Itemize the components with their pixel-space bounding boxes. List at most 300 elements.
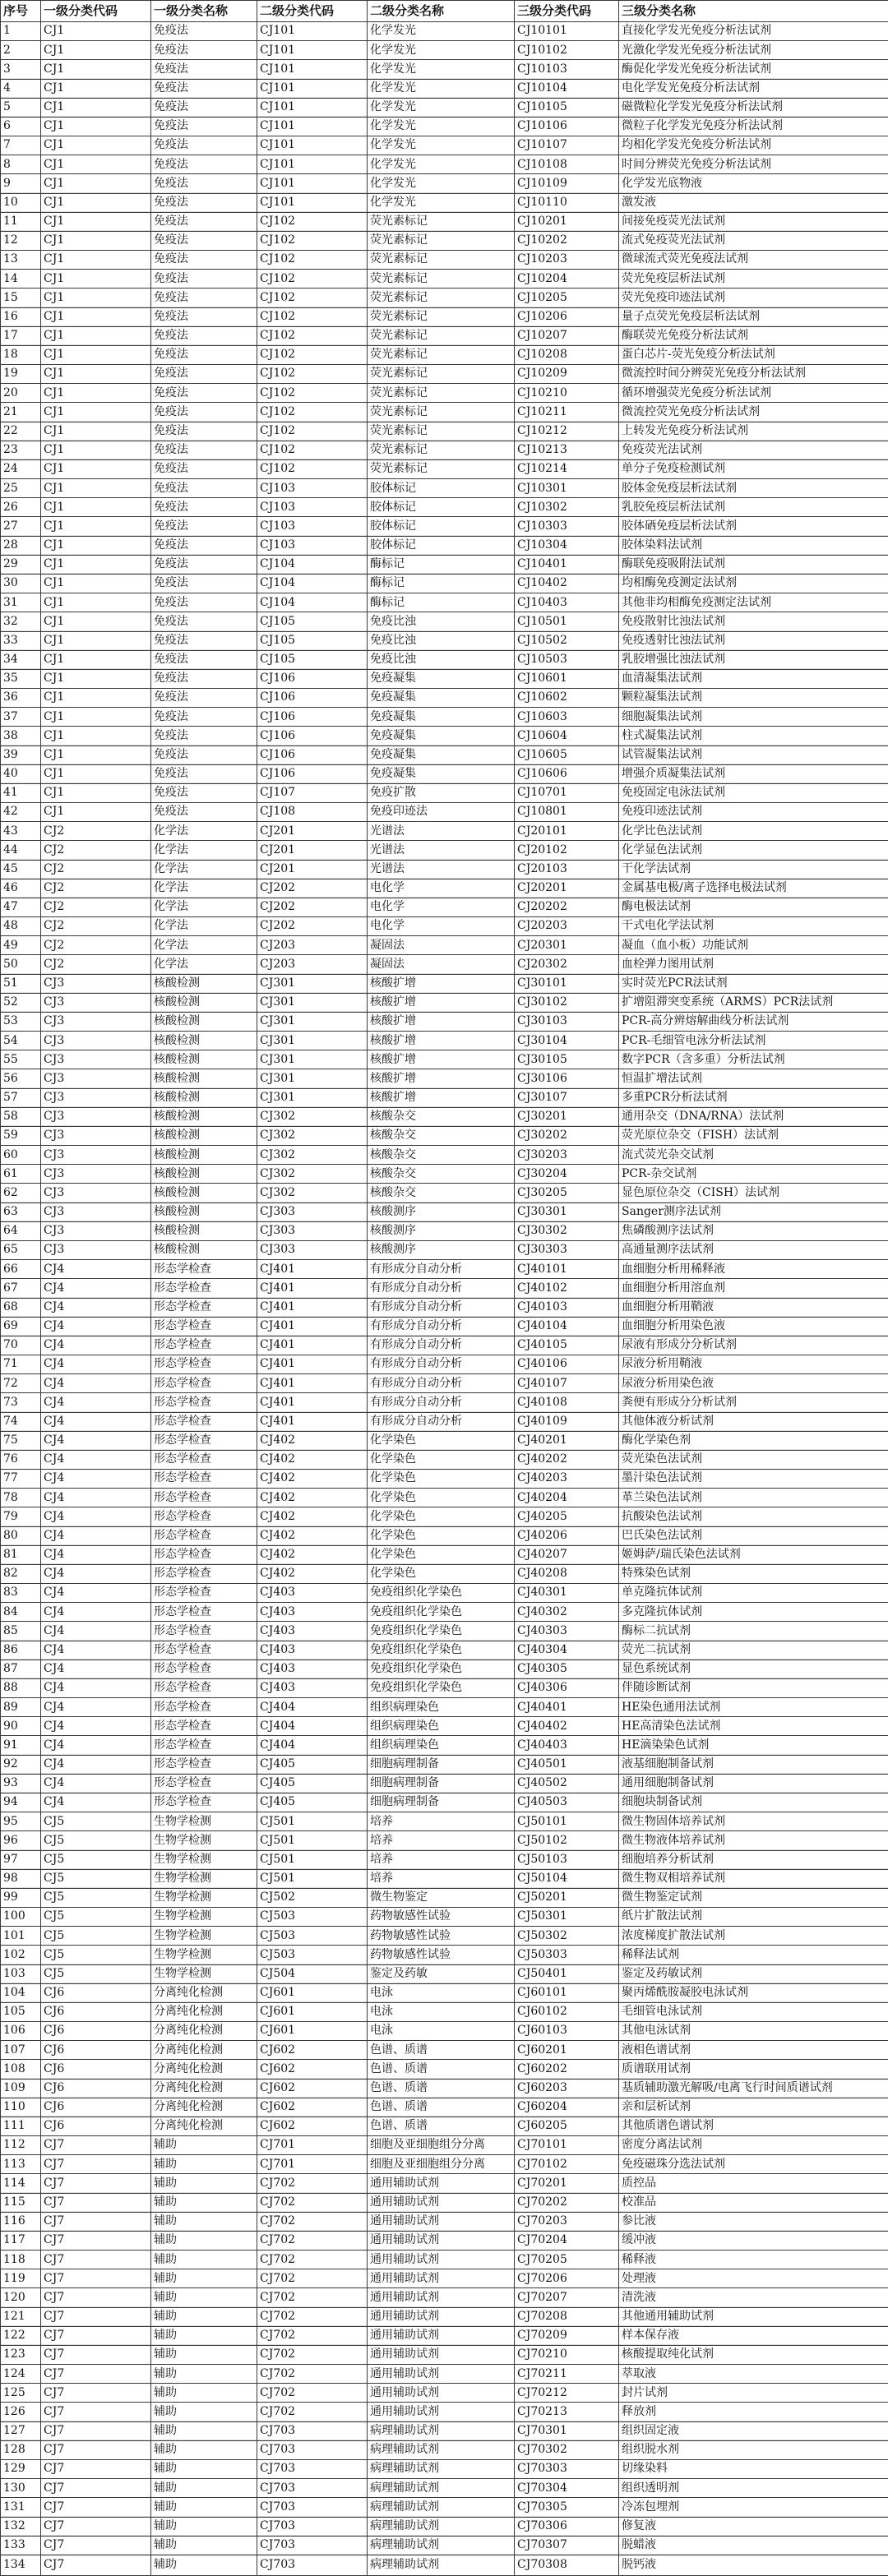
cell-l2-code: CJ501 — [257, 1850, 368, 1869]
column-header-l3-code: 三级分类代码 — [515, 1, 619, 22]
cell-l2-code: CJ703 — [257, 2479, 368, 2498]
cell-seq: 132 — [1, 2517, 41, 2536]
cell-l2-code: CJ203 — [257, 955, 368, 974]
cell-l1-code: CJ5 — [41, 1927, 151, 1946]
cell-seq: 4 — [1, 79, 41, 98]
cell-l2-name: 通用辅助试剂 — [368, 2365, 515, 2384]
cell-l1-code: CJ1 — [41, 251, 151, 270]
table-row — [1, 136, 888, 155]
cell-l2-name: 化学发光 — [368, 117, 515, 136]
cell-l2-code: CJ503 — [257, 1908, 368, 1927]
cell-l1-name: 免疫法 — [151, 98, 257, 117]
cell-l1-name: 核酸检测 — [151, 1203, 257, 1221]
cell-l2-name: 有形成分自动分析 — [368, 1317, 515, 1336]
table-row — [1, 1545, 888, 1564]
cell-l3-code: CJ10403 — [515, 593, 619, 612]
cell-l3-code: CJ10101 — [515, 22, 619, 41]
cell-l3-name: 直接化学发光免疫分析法试剂 — [619, 22, 888, 41]
cell-l1-code: CJ2 — [41, 955, 151, 974]
cell-l3-code: CJ40101 — [515, 1260, 619, 1279]
cell-l3-name: 微生物鉴定试剂 — [619, 1888, 888, 1907]
cell-l1-name: 生物学检测 — [151, 1888, 257, 1907]
table-row — [1, 326, 888, 345]
cell-l2-code: CJ301 — [257, 993, 368, 1012]
cell-l3-name: 其他非均相酶免疫测定法试剂 — [619, 593, 888, 612]
cell-l1-code: CJ3 — [41, 1184, 151, 1203]
cell-l3-code: CJ60102 — [515, 2002, 619, 2021]
table-row — [1, 2555, 888, 2575]
cell-l2-code: CJ401 — [257, 1393, 368, 1412]
table-row — [1, 1793, 888, 1812]
cell-l3-code: CJ50103 — [515, 1850, 619, 1869]
cell-l3-name: 密度分离法试剂 — [619, 2136, 888, 2155]
cell-l1-name: 形态学检查 — [151, 1507, 257, 1526]
cell-l1-code: CJ4 — [41, 1374, 151, 1393]
cell-l3-code: CJ30303 — [515, 1241, 619, 1260]
table-row — [1, 2193, 888, 2212]
cell-l1-code: CJ1 — [41, 289, 151, 307]
cell-seq: 25 — [1, 479, 41, 498]
table-row — [1, 155, 888, 174]
table-row — [1, 1869, 888, 1888]
cell-l1-code: CJ5 — [41, 1831, 151, 1850]
cell-l3-code: CJ40503 — [515, 1793, 619, 1812]
cell-l2-code: CJ102 — [257, 459, 368, 478]
cell-l3-code: CJ10205 — [515, 289, 619, 307]
cell-l3-code: CJ50101 — [515, 1812, 619, 1831]
cell-l1-code: CJ4 — [41, 1564, 151, 1583]
cell-l1-name: 形态学检查 — [151, 1489, 257, 1507]
cell-l2-name: 光谱法 — [368, 860, 515, 879]
cell-l1-name: 免疫法 — [151, 536, 257, 555]
cell-seq: 2 — [1, 41, 41, 60]
cell-l1-code: CJ4 — [41, 1317, 151, 1336]
cell-l2-code: CJ301 — [257, 1069, 368, 1088]
cell-l3-name: 荧光染色法试剂 — [619, 1450, 888, 1469]
cell-seq: 119 — [1, 2269, 41, 2288]
cell-l1-code: CJ4 — [41, 1603, 151, 1622]
cell-l3-code: CJ30102 — [515, 993, 619, 1012]
cell-l1-name: 辅助 — [151, 2440, 257, 2459]
cell-l3-name: 其他质谱色谱试剂 — [619, 2117, 888, 2135]
cell-l3-code: CJ40304 — [515, 1641, 619, 1660]
cell-l3-code: CJ40306 — [515, 1678, 619, 1697]
table-row — [1, 2536, 888, 2555]
cell-l1-code: CJ4 — [41, 1678, 151, 1697]
cell-l1-name: 辅助 — [151, 2212, 257, 2231]
table-row — [1, 1431, 888, 1450]
cell-l1-name: 化学法 — [151, 955, 257, 974]
cell-l3-name: 校准品 — [619, 2193, 888, 2212]
cell-l3-name: 化学显色法试剂 — [619, 841, 888, 860]
cell-l1-code: CJ2 — [41, 917, 151, 936]
cell-seq: 129 — [1, 2460, 41, 2479]
table-row — [1, 2421, 888, 2440]
cell-l1-code: CJ3 — [41, 993, 151, 1012]
cell-l3-name: 参比液 — [619, 2212, 888, 2231]
cell-l2-code: CJ106 — [257, 764, 368, 783]
cell-l1-code: CJ4 — [41, 1526, 151, 1545]
cell-l2-code: CJ602 — [257, 2060, 368, 2079]
cell-l1-code: CJ4 — [41, 1774, 151, 1793]
table-row — [1, 1107, 888, 1126]
cell-l2-name: 核酸扩增 — [368, 1050, 515, 1069]
cell-l2-name: 核酸杂交 — [368, 1146, 515, 1165]
cell-l1-code: CJ1 — [41, 441, 151, 459]
cell-l1-code: CJ1 — [41, 631, 151, 650]
cell-l2-code: CJ402 — [257, 1450, 368, 1469]
cell-seq: 114 — [1, 2174, 41, 2193]
cell-l3-name: 微流控荧光免疫分析法试剂 — [619, 403, 888, 422]
cell-l3-code: CJ40204 — [515, 1489, 619, 1507]
cell-l2-code: CJ101 — [257, 60, 368, 79]
cell-l3-code: CJ10212 — [515, 422, 619, 441]
cell-l2-name: 核酸杂交 — [368, 1107, 515, 1126]
cell-l2-name: 组织病理染色 — [368, 1717, 515, 1736]
cell-l3-name: 伴随诊断试剂 — [619, 1678, 888, 1697]
table-row — [1, 631, 888, 650]
cell-l3-name: 显色原位杂交（CISH）法试剂 — [619, 1184, 888, 1203]
cell-l1-name: 生物学检测 — [151, 1850, 257, 1869]
cell-l1-code: CJ6 — [41, 1983, 151, 2002]
cell-l1-code: CJ4 — [41, 1260, 151, 1279]
cell-seq: 54 — [1, 1032, 41, 1050]
cell-l3-name: 单克隆抗体试剂 — [619, 1584, 888, 1603]
cell-l1-name: 生物学检测 — [151, 1869, 257, 1888]
table-row — [1, 1660, 888, 1678]
cell-l1-name: 免疫法 — [151, 251, 257, 270]
cell-l3-code: CJ30103 — [515, 1012, 619, 1031]
cell-l2-name: 电泳 — [368, 1983, 515, 2002]
cell-l1-code: CJ2 — [41, 898, 151, 916]
cell-l3-code: CJ60201 — [515, 2041, 619, 2060]
cell-l2-name: 胶体标记 — [368, 536, 515, 555]
cell-l2-code: CJ702 — [257, 2251, 368, 2269]
cell-seq: 88 — [1, 1678, 41, 1697]
cell-l3-code: CJ30202 — [515, 1126, 619, 1145]
cell-seq: 57 — [1, 1088, 41, 1107]
cell-l1-name: 形态学检查 — [151, 1603, 257, 1622]
cell-l3-code: CJ70304 — [515, 2479, 619, 2498]
cell-l3-code: CJ40402 — [515, 1717, 619, 1736]
cell-l2-name: 化学发光 — [368, 174, 515, 193]
cell-l3-name: 酶促化学发光免疫分析法试剂 — [619, 60, 888, 79]
table-row — [1, 1069, 888, 1088]
cell-l2-code: CJ402 — [257, 1431, 368, 1450]
table-row — [1, 517, 888, 536]
cell-seq: 43 — [1, 822, 41, 841]
cell-l3-name: 流式免疫荧光法试剂 — [619, 231, 888, 250]
cell-seq: 18 — [1, 345, 41, 364]
cell-seq: 6 — [1, 117, 41, 136]
cell-l3-name: 缓冲液 — [619, 2231, 888, 2250]
cell-l1-name: 生物学检测 — [151, 1908, 257, 1927]
cell-l1-code: CJ4 — [41, 1584, 151, 1603]
table-row — [1, 822, 888, 841]
cell-l3-name: 免疫磁珠分选法试剂 — [619, 2155, 888, 2174]
table-row — [1, 1927, 888, 1946]
cell-l2-code: CJ402 — [257, 1564, 368, 1583]
cell-l1-code: CJ7 — [41, 2384, 151, 2403]
cell-seq: 62 — [1, 1184, 41, 1203]
cell-l3-name: 免疫散射比浊法试剂 — [619, 612, 888, 631]
cell-l1-code: CJ1 — [41, 689, 151, 708]
cell-l1-name: 形态学检查 — [151, 1412, 257, 1431]
cell-l2-name: 电化学 — [368, 898, 515, 916]
cell-l1-name: 辅助 — [151, 2498, 257, 2517]
cell-l3-name: 多克隆抗体试剂 — [619, 1603, 888, 1622]
cell-l1-code: CJ7 — [41, 2421, 151, 2440]
cell-l3-name: 姬姆萨/瑞氏染色法试剂 — [619, 1545, 888, 1564]
cell-l3-name: 免疫透射比浊法试剂 — [619, 631, 888, 650]
cell-l3-code: CJ70307 — [515, 2536, 619, 2555]
table-row — [1, 1184, 888, 1203]
cell-l1-code: CJ7 — [41, 2251, 151, 2269]
cell-seq: 67 — [1, 1279, 41, 1298]
cell-l3-code: CJ30203 — [515, 1146, 619, 1165]
cell-l2-code: CJ702 — [257, 2384, 368, 2403]
cell-seq: 130 — [1, 2479, 41, 2498]
cell-l2-name: 免疫比浊 — [368, 631, 515, 650]
cell-seq: 104 — [1, 1983, 41, 2002]
cell-seq: 33 — [1, 631, 41, 650]
cell-l1-name: 辅助 — [151, 2136, 257, 2155]
cell-l1-code: CJ4 — [41, 1355, 151, 1374]
cell-l2-name: 免疫组织化学染色 — [368, 1660, 515, 1678]
cell-seq: 53 — [1, 1012, 41, 1031]
cell-l1-name: 生物学检测 — [151, 1831, 257, 1850]
cell-seq: 111 — [1, 2117, 41, 2135]
cell-l3-code: CJ10214 — [515, 459, 619, 478]
cell-l3-code: CJ40301 — [515, 1584, 619, 1603]
cell-l2-code: CJ601 — [257, 2022, 368, 2041]
cell-l1-name: 辅助 — [151, 2345, 257, 2364]
cell-l1-code: CJ4 — [41, 1736, 151, 1755]
cell-l2-code: CJ102 — [257, 384, 368, 403]
cell-l3-name: 组织透明剂 — [619, 2479, 888, 2498]
cell-l2-code: CJ403 — [257, 1603, 368, 1622]
cell-l1-name: 免疫法 — [151, 746, 257, 764]
cell-l1-name: 化学法 — [151, 898, 257, 916]
cell-seq: 122 — [1, 2326, 41, 2345]
cell-l2-name: 化学发光 — [368, 60, 515, 79]
cell-seq: 99 — [1, 1888, 41, 1907]
cell-l2-code: CJ702 — [257, 2326, 368, 2345]
cell-l1-code: CJ1 — [41, 79, 151, 98]
cell-l1-name: 核酸检测 — [151, 1221, 257, 1240]
column-header-l2-code: 二级分类代码 — [257, 1, 368, 22]
cell-l2-code: CJ202 — [257, 898, 368, 916]
cell-l3-code: CJ10102 — [515, 41, 619, 60]
cell-l1-name: 免疫法 — [151, 669, 257, 688]
cell-l1-code: CJ5 — [41, 1850, 151, 1869]
table-row — [1, 2345, 888, 2364]
cell-seq: 86 — [1, 1641, 41, 1660]
cell-l3-code: CJ30301 — [515, 1203, 619, 1221]
cell-l3-name: 毛细管电泳试剂 — [619, 2002, 888, 2021]
table-row — [1, 345, 888, 364]
cell-l2-name: 免疫凝集 — [368, 708, 515, 727]
cell-l2-code: CJ402 — [257, 1470, 368, 1489]
cell-l1-code: CJ1 — [41, 422, 151, 441]
cell-seq: 98 — [1, 1869, 41, 1888]
cell-l3-name: 液基细胞制备试剂 — [619, 1755, 888, 1774]
table-row — [1, 422, 888, 441]
table-row — [1, 1603, 888, 1622]
cell-l2-name: 组织病理染色 — [368, 1698, 515, 1717]
table-row — [1, 764, 888, 783]
cell-l2-code: CJ402 — [257, 1545, 368, 1564]
cell-l1-name: 免疫法 — [151, 498, 257, 517]
cell-l3-name: 革兰染色法试剂 — [619, 1489, 888, 1507]
table-header — [1, 1, 888, 22]
cell-l2-name: 药物敏感性试验 — [368, 1908, 515, 1927]
cell-seq: 32 — [1, 612, 41, 631]
table-row — [1, 1908, 888, 1927]
cell-seq: 45 — [1, 860, 41, 879]
table-row — [1, 22, 888, 41]
cell-l2-code: CJ602 — [257, 2041, 368, 2060]
cell-l2-name: 核酸杂交 — [368, 1126, 515, 1145]
cell-l2-name: 培养 — [368, 1850, 515, 1869]
table-row — [1, 708, 888, 727]
cell-l1-code: CJ1 — [41, 612, 151, 631]
cell-seq: 56 — [1, 1069, 41, 1088]
cell-l1-name: 辅助 — [151, 2365, 257, 2384]
cell-l1-name: 形态学检查 — [151, 1298, 257, 1317]
cell-l1-name: 形态学检查 — [151, 1793, 257, 1812]
table-row — [1, 1317, 888, 1336]
cell-l2-code: CJ405 — [257, 1793, 368, 1812]
table-row — [1, 1812, 888, 1831]
cell-l1-name: 辅助 — [151, 2460, 257, 2479]
cell-l1-code: CJ7 — [41, 2193, 151, 2212]
table-row — [1, 289, 888, 307]
cell-l3-name: 时间分辨荧光免疫分析法试剂 — [619, 155, 888, 174]
cell-l3-code: CJ70205 — [515, 2251, 619, 2269]
cell-l3-name: 聚丙烯酰胺凝胶电泳试剂 — [619, 1983, 888, 2002]
cell-l1-name: 形态学检查 — [151, 1355, 257, 1374]
cell-l2-code: CJ301 — [257, 1050, 368, 1069]
cell-l1-code: CJ6 — [41, 2079, 151, 2098]
cell-l3-code: CJ70202 — [515, 2193, 619, 2212]
cell-l2-name: 病理辅助试剂 — [368, 2440, 515, 2459]
cell-l1-code: CJ1 — [41, 574, 151, 593]
table-row — [1, 2136, 888, 2155]
cell-l3-name: 胶体染料法试剂 — [619, 536, 888, 555]
cell-seq: 123 — [1, 2345, 41, 2364]
cell-l2-name: 荧光素标记 — [368, 289, 515, 307]
cell-l3-code: CJ70208 — [515, 2307, 619, 2326]
cell-l3-code: CJ30101 — [515, 974, 619, 993]
cell-seq: 133 — [1, 2536, 41, 2555]
cell-l2-code: CJ703 — [257, 2555, 368, 2575]
cell-l3-code: CJ40102 — [515, 1279, 619, 1298]
cell-l2-name: 核酸测序 — [368, 1203, 515, 1221]
cell-l2-name: 病理辅助试剂 — [368, 2517, 515, 2536]
cell-l3-name: 电化学发光免疫分析法试剂 — [619, 79, 888, 98]
cell-l3-name: 凝血（血小板）功能试剂 — [619, 936, 888, 955]
cell-l1-code: CJ4 — [41, 1393, 151, 1412]
cell-l1-name: 形态学检查 — [151, 1641, 257, 1660]
cell-l3-code: CJ10606 — [515, 764, 619, 783]
cell-seq: 27 — [1, 517, 41, 536]
cell-l2-code: CJ502 — [257, 1888, 368, 1907]
cell-l3-name: 酶标二抗试剂 — [619, 1622, 888, 1641]
cell-l1-name: 免疫法 — [151, 555, 257, 574]
cell-l2-code: CJ702 — [257, 2288, 368, 2307]
cell-seq: 24 — [1, 459, 41, 478]
cell-l1-code: CJ2 — [41, 822, 151, 841]
cell-l2-name: 病理辅助试剂 — [368, 2479, 515, 2498]
cell-l2-code: CJ108 — [257, 803, 368, 822]
table-row — [1, 2060, 888, 2079]
cell-l1-code: CJ1 — [41, 803, 151, 822]
cell-l3-name: 质谱联用试剂 — [619, 2060, 888, 2079]
table-row — [1, 593, 888, 612]
cell-seq: 10 — [1, 193, 41, 212]
cell-seq: 102 — [1, 1946, 41, 1964]
cell-l1-code: CJ7 — [41, 2555, 151, 2575]
cell-l1-name: 免疫法 — [151, 174, 257, 193]
cell-l3-name: 化学比色法试剂 — [619, 822, 888, 841]
cell-l1-code: CJ7 — [41, 2269, 151, 2288]
table-row — [1, 41, 888, 60]
cell-seq: 113 — [1, 2155, 41, 2174]
cell-l1-code: CJ7 — [41, 2345, 151, 2364]
cell-l2-name: 培养 — [368, 1812, 515, 1831]
cell-l2-code: CJ302 — [257, 1165, 368, 1184]
cell-l1-name: 免疫法 — [151, 117, 257, 136]
cell-l1-name: 形态学检查 — [151, 1584, 257, 1603]
table-row — [1, 174, 888, 193]
cell-l1-name: 免疫法 — [151, 708, 257, 727]
cell-l1-code: CJ4 — [41, 1450, 151, 1469]
cell-l3-name: HE高清染色法试剂 — [619, 1717, 888, 1736]
cell-l3-name: 通用细胞制备试剂 — [619, 1774, 888, 1793]
cell-l1-name: 生物学检测 — [151, 1812, 257, 1831]
table-row — [1, 1260, 888, 1279]
cell-l2-name: 色谱、质谱 — [368, 2098, 515, 2117]
cell-l1-code: CJ7 — [41, 2365, 151, 2384]
table-row — [1, 307, 888, 326]
cell-seq: 103 — [1, 1964, 41, 1983]
cell-l1-name: 分离纯化检测 — [151, 2041, 257, 2060]
cell-l3-name: 酶电极法试剂 — [619, 898, 888, 916]
table-row — [1, 441, 888, 459]
cell-seq: 80 — [1, 1526, 41, 1545]
cell-l2-code: CJ703 — [257, 2460, 368, 2479]
cell-l2-name: 通用辅助试剂 — [368, 2307, 515, 2326]
cell-l1-code: CJ5 — [41, 1869, 151, 1888]
cell-l1-code: CJ3 — [41, 1050, 151, 1069]
cell-l2-name: 色谱、质谱 — [368, 2079, 515, 2098]
cell-l2-code: CJ403 — [257, 1622, 368, 1641]
cell-l3-code: CJ10301 — [515, 479, 619, 498]
cell-seq: 83 — [1, 1584, 41, 1603]
cell-l3-name: 数字PCR（含多重）分析法试剂 — [619, 1050, 888, 1069]
cell-l1-name: 生物学检测 — [151, 1927, 257, 1946]
cell-seq: 124 — [1, 2365, 41, 2384]
cell-l3-name: 流式荧光杂交试剂 — [619, 1146, 888, 1165]
table-row — [1, 2212, 888, 2231]
cell-seq: 95 — [1, 1812, 41, 1831]
cell-l2-name: 荧光素标记 — [368, 384, 515, 403]
cell-l3-code: CJ10207 — [515, 326, 619, 345]
cell-seq: 58 — [1, 1107, 41, 1126]
cell-l2-code: CJ302 — [257, 1126, 368, 1145]
cell-l3-code: CJ50104 — [515, 1869, 619, 1888]
